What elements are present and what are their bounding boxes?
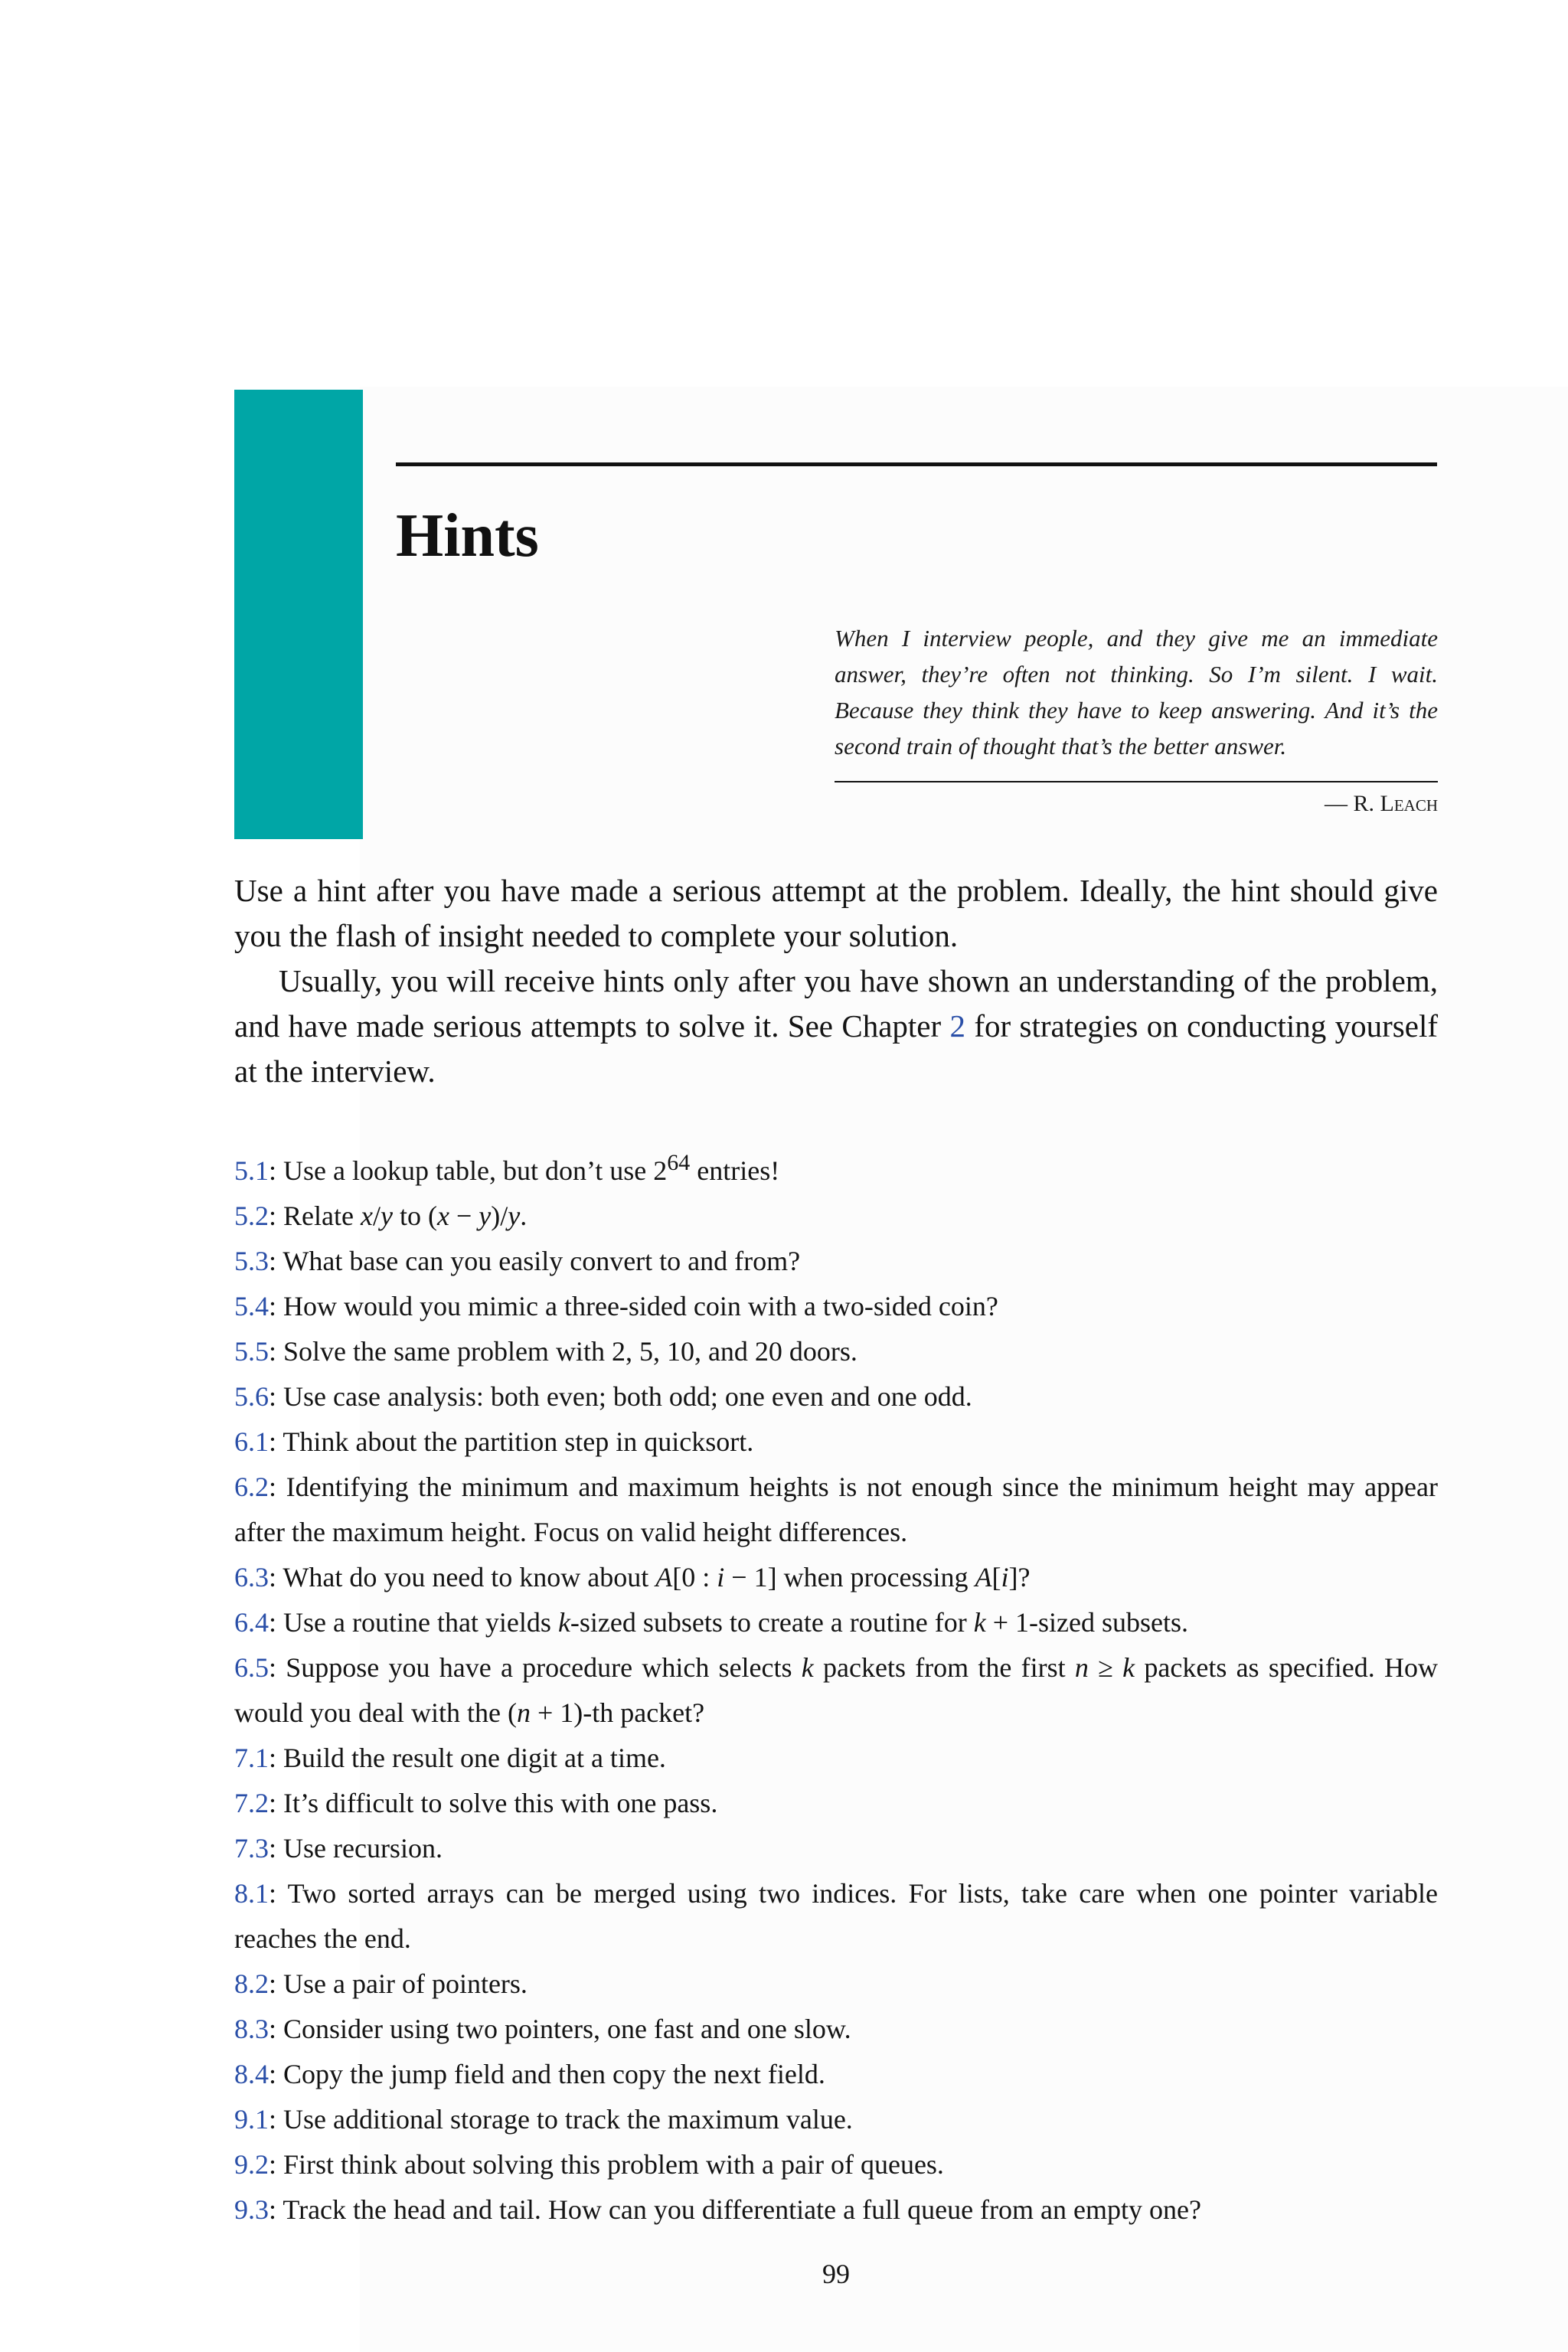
hint-item: [234, 2142, 1438, 2187]
hint-text: Use a routine that yields k-sized subsets to create a routine for k + 1-sized subsets.: [283, 1607, 1188, 1638]
hint-ref-link[interactable]: 7.3: [234, 1833, 269, 1864]
hint-item: [234, 2052, 1438, 2097]
hint-ref-link[interactable]: 6.4: [234, 1607, 269, 1638]
hint-ref-link[interactable]: 5.2: [234, 1200, 269, 1231]
hint-text: What do you need to know about A[0 : i − 1] when processing A[i]?: [283, 1562, 1031, 1592]
hint-separator: :: [269, 1381, 284, 1412]
intro-paragraph-2-after: for strategies on conducting yourself at the interview.: [234, 1008, 1438, 1089]
hint-item: [234, 1781, 1438, 1826]
hint-item: [234, 1140, 1438, 1194]
hint-ref-link[interactable]: 8.1: [234, 1878, 269, 1909]
intro-paragraph-2: [234, 959, 1438, 1094]
hint-ref-link[interactable]: 9.2: [234, 2149, 269, 2180]
hint-ref-link[interactable]: 8.4: [234, 2059, 269, 2089]
hint-text: Use case analysis: both even; both odd; one even and one odd.: [283, 1381, 972, 1412]
hint-text: Solve the same problem with 2, 5, 10, and 20 doors.: [283, 1336, 858, 1367]
hint-ref-link[interactable]: 8.2: [234, 1968, 269, 1999]
hint-ref-link[interactable]: 6.2: [234, 1472, 269, 1502]
hint-separator: :: [269, 1155, 284, 1186]
hint-text: Consider using two pointers, one fast and one slow.: [283, 2014, 851, 2044]
hint-item: [234, 1736, 1438, 1781]
chapter-accent-block: [234, 390, 363, 839]
hint-item: [234, 1871, 1438, 1962]
hint-separator: :: [269, 1788, 284, 1818]
attribution-initial: R.: [1353, 791, 1380, 816]
hint-item: [234, 1465, 1438, 1555]
attribution-name: Leach: [1380, 791, 1438, 816]
chapter-top-rule: [396, 462, 1437, 466]
hint-text: Use recursion.: [283, 1833, 443, 1864]
hint-separator: :: [269, 2014, 284, 2044]
page-number: 99: [822, 2259, 850, 2289]
hint-ref-link[interactable]: 5.1: [234, 1155, 269, 1186]
hint-item: [234, 1239, 1438, 1284]
hint-separator: :: [269, 1426, 283, 1457]
hint-text: Think about the partition step in quicksort.: [283, 1426, 754, 1457]
hint-separator: :: [269, 1968, 284, 1999]
hint-separator: :: [269, 2104, 284, 2135]
hint-ref-link[interactable]: 5.5: [234, 1336, 269, 1367]
hint-ref-link[interactable]: 7.1: [234, 1743, 269, 1773]
epigraph-attribution: [835, 789, 1438, 819]
hint-separator: :: [269, 1291, 284, 1321]
hint-ref-link[interactable]: 6.3: [234, 1562, 269, 1592]
hint-item: [234, 1284, 1438, 1329]
hint-separator: :: [269, 1200, 284, 1231]
hint-text: Use a lookup table, but don’t use $2^{64}$ entries!: [283, 1150, 780, 1186]
intro-paragraph-2-before: Usually, you will receive hints only after you have shown an understanding of the problem, and have made serious attempts to solve it. See Chapter: [234, 963, 1438, 1044]
hint-item: [234, 1555, 1438, 1600]
hint-item: [234, 2187, 1438, 2233]
hint-item: [234, 1329, 1438, 1374]
hint-item: [234, 1962, 1438, 2007]
hint-separator: :: [269, 2149, 284, 2180]
hint-ref-link[interactable]: 6.1: [234, 1426, 269, 1457]
hint-item: [234, 1645, 1438, 1736]
hint-separator: :: [269, 1833, 284, 1864]
hint-text: Build the result one digit at a time.: [283, 1743, 666, 1773]
hint-text: What base can you easily convert to and from?: [283, 1246, 801, 1276]
hint-item: [234, 2097, 1438, 2142]
hint-separator: :: [269, 2059, 284, 2089]
hint-separator: :: [269, 1246, 283, 1276]
hint-text: First think about solving this problem with a pair of queues.: [283, 2149, 944, 2180]
hint-text: Track the head and tail. How can you differentiate a full queue from an empty one?: [283, 2194, 1201, 2225]
hints-list: [234, 1140, 1438, 2233]
intro-paragraph-1: Use a hint after you have made a serious attempt at the problem. Ideally, the hint should give you the flash of insight needed to complete your solution.: [234, 873, 1438, 953]
hint-item: [234, 1374, 1438, 1419]
hint-text: It’s difficult to solve this with one pass.: [283, 1788, 718, 1818]
epigraph: [835, 620, 1438, 819]
hint-separator: :: [269, 1607, 284, 1638]
hint-separator: :: [269, 1652, 286, 1683]
chapter-link[interactable]: 2: [949, 1008, 966, 1044]
hint-item: [234, 1600, 1438, 1645]
hint-separator: :: [269, 1336, 284, 1367]
hint-item: [234, 2007, 1438, 2052]
hint-text: How would you mimic a three-sided coin with a two-sided coin?: [283, 1291, 998, 1321]
hint-separator: :: [269, 1878, 288, 1909]
hint-ref-link[interactable]: 7.2: [234, 1788, 269, 1818]
hint-ref-link[interactable]: 5.6: [234, 1381, 269, 1412]
hint-text: Use a pair of pointers.: [283, 1968, 528, 1999]
hint-separator: :: [269, 1472, 286, 1502]
epigraph-quote: When I interview people, and they give me an immediate answer, they’re often not thinking. So I’m silent. I wait. Because they think they have to keep answering. And it’s the second train of thought that’s the better answer.: [835, 625, 1438, 760]
hint-item: [234, 1194, 1438, 1239]
hint-text: Suppose you have a procedure which selects k packets from the first n ≥ k packets as specified. How would you deal with the (n + 1)-th packet?: [234, 1652, 1438, 1728]
attribution-dash: —: [1324, 791, 1354, 816]
hint-text: Relate x/y to (x − y)/y.: [283, 1200, 528, 1231]
hint-text: Use additional storage to track the maximum value.: [283, 2104, 853, 2135]
chapter-title: Hints: [396, 502, 539, 570]
hint-item: [234, 1419, 1438, 1465]
hint-separator: :: [269, 1562, 283, 1592]
hint-text: Identifying the minimum and maximum heights is not enough since the minimum height may appear after the maximum height. Focus on valid height differences.: [234, 1472, 1438, 1547]
hint-item: [234, 1826, 1438, 1871]
intro-text: [234, 868, 1438, 1094]
hint-separator: :: [269, 2194, 283, 2225]
hint-ref-link[interactable]: 9.1: [234, 2104, 269, 2135]
epigraph-rule: [835, 781, 1438, 782]
hint-text: Two sorted arrays can be merged using two indices. For lists, take care when one pointer variable reaches the end.: [234, 1878, 1438, 1954]
hint-text: Copy the jump field and then copy the next field.: [283, 2059, 825, 2089]
hint-ref-link[interactable]: 5.3: [234, 1246, 269, 1276]
hint-ref-link[interactable]: 6.5: [234, 1652, 269, 1683]
hint-separator: :: [269, 1743, 284, 1773]
hint-ref-link[interactable]: 9.3: [234, 2194, 269, 2225]
hint-ref-link[interactable]: 8.3: [234, 2014, 269, 2044]
hint-ref-link[interactable]: 5.4: [234, 1291, 269, 1321]
